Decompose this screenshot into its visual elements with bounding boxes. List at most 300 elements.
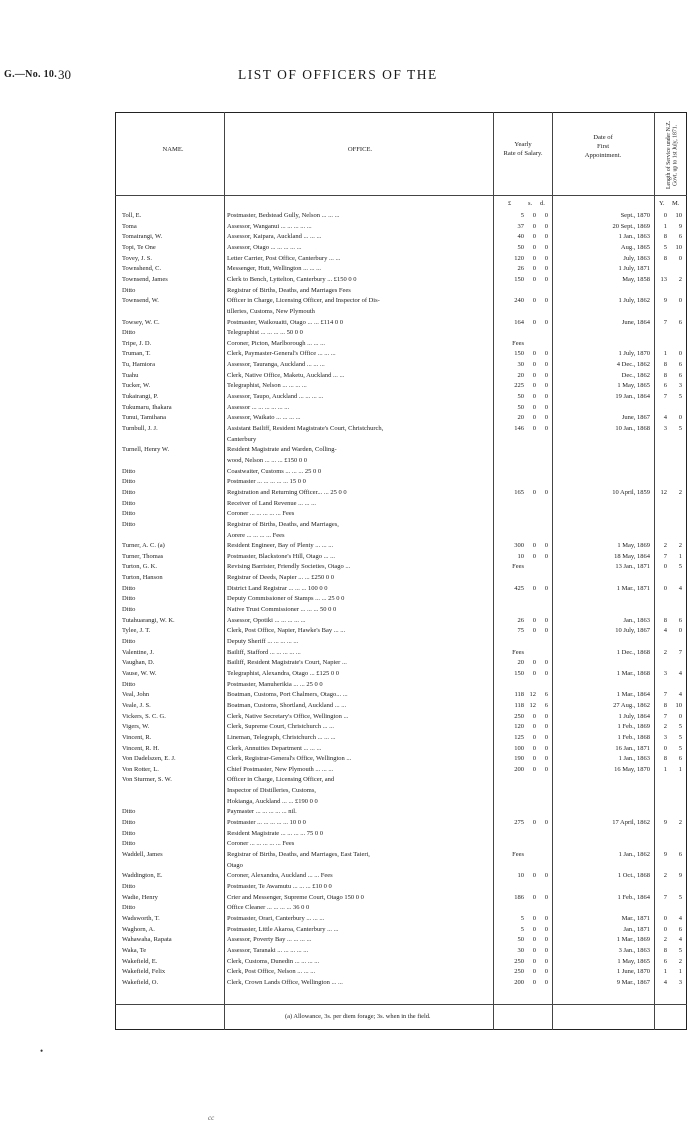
- service-years: 7: [663, 893, 667, 901]
- salary-shillings: 0: [532, 733, 536, 741]
- officer-name: Townshend, C.: [122, 265, 162, 273]
- salary-shillings: 0: [532, 350, 536, 358]
- service-years: 8: [663, 371, 667, 379]
- appointment-date: 1 July, 1870: [618, 350, 650, 358]
- salary-pounds: Fees: [512, 563, 524, 571]
- unit-years: Y.: [659, 200, 665, 207]
- service-months: 0: [678, 627, 682, 635]
- appointment-date: 1 Feb., 1864: [617, 893, 650, 901]
- office-description: Clerk, Native Office, Maketu, Auckland ... ...: [227, 371, 345, 379]
- salary-pounds: Fees: [512, 339, 524, 347]
- table-row: [0, 307, 700, 317]
- service-months: 6: [678, 925, 682, 933]
- salary-pence: 0: [544, 968, 548, 976]
- salary-shillings: 0: [532, 957, 536, 965]
- salary-pounds: 30: [517, 361, 524, 369]
- officer-name: Tovey, J. S.: [122, 254, 152, 262]
- service-years: 8: [663, 755, 667, 763]
- salary-pounds: 150: [514, 669, 524, 677]
- office-description: Postmaster, Blackstone's Hill, Otago ... ...: [227, 552, 335, 560]
- service-months: 0: [678, 350, 682, 358]
- salary-shillings: 0: [532, 552, 536, 560]
- salary-shillings: 0: [532, 744, 536, 752]
- salary-pence: 0: [544, 765, 548, 773]
- salary-pounds: 5: [520, 925, 524, 933]
- officer-name: Toma: [122, 222, 137, 230]
- office-description: Bailiff, Stafford ... ... ... ... ...: [227, 648, 301, 656]
- salary-pounds: 200: [514, 765, 524, 773]
- table-row: [0, 328, 700, 338]
- officer-name: Ditto: [122, 520, 136, 528]
- officer-name: Ditto: [122, 904, 136, 912]
- salary-pounds: Fees: [512, 851, 524, 858]
- officer-name: Ditto: [122, 680, 136, 688]
- salary-pence: 0: [544, 297, 548, 305]
- appointment-date: 1 Feb., 1869: [617, 723, 650, 731]
- table-row: [0, 232, 700, 242]
- service-years: 1: [663, 350, 667, 358]
- officer-name: Waddington, E.: [122, 872, 163, 880]
- officer-name: Vincent, R. H.: [122, 744, 160, 752]
- salary-pounds: 225: [514, 382, 524, 390]
- salary-shillings: 0: [532, 212, 536, 219]
- office-description: Boatman, Customs, Port Chalmers, Otago... ...: [227, 691, 348, 699]
- office-description: Assessor, Kaipara, Auckland ... ... ...: [227, 233, 322, 241]
- officer-name: Waddell, James: [122, 851, 163, 858]
- office-description: Postmaster, Waikouaiti, Otago ... ... £114 0 0: [227, 318, 344, 326]
- service-months: 5: [678, 425, 682, 432]
- table-row: [0, 903, 700, 913]
- service-months: 6: [678, 616, 682, 624]
- table-row: [0, 829, 700, 839]
- salary-shillings: 0: [532, 925, 536, 933]
- service-months: 9: [678, 872, 682, 880]
- appointment-date: 1 July, 1864: [618, 712, 650, 720]
- office-description: Messenger, Hutt, Wellington ... ... ...: [227, 265, 322, 273]
- salary-pence: 0: [544, 936, 548, 944]
- salary-shillings: 12: [529, 701, 536, 709]
- printer-signature-mark: cc: [208, 1114, 215, 1122]
- service-years: 7: [663, 552, 667, 560]
- officer-name: Ditto: [122, 510, 136, 518]
- salary-pounds: Fees: [512, 648, 524, 656]
- salary-shillings: 0: [532, 968, 536, 976]
- salary-shillings: 0: [532, 243, 536, 251]
- service-months: 7: [678, 648, 682, 656]
- header-salary-line: Rate of Salary.: [503, 150, 543, 157]
- salary-shillings: 0: [532, 946, 536, 954]
- header-date: [555, 133, 651, 160]
- salary-pounds: 190: [514, 755, 524, 763]
- officer-name: Waghorn, A.: [122, 925, 155, 933]
- office-description: Postmaster, Te Awamutu ... ... ... £10 0 0: [227, 882, 332, 890]
- salary-pence: 0: [544, 978, 548, 986]
- service-years: 2: [663, 872, 667, 880]
- unit-pounds: £: [508, 200, 512, 207]
- officer-name: Tripe, J. D.: [122, 339, 152, 347]
- table-row: [0, 850, 700, 860]
- salary-pence: 0: [544, 254, 548, 262]
- header-rule: [115, 195, 687, 196]
- table-row: [0, 978, 700, 988]
- office-description: Clerk, Customs, Dunedin ... ... ... ...: [227, 957, 320, 965]
- officer-name: Toll, E.: [122, 212, 142, 219]
- office-description: Coroner ... ... ... ... ... Fees: [227, 510, 295, 518]
- service-years: 8: [663, 361, 667, 369]
- officer-name: Wakefield, O.: [122, 978, 159, 986]
- salary-pounds: 150: [514, 350, 524, 358]
- officer-name: Turnbull, J. J.: [122, 425, 158, 432]
- service-months: 6: [678, 361, 682, 369]
- salary-pence: 0: [544, 669, 548, 677]
- service-months: 2: [678, 819, 682, 827]
- appointment-date: 10 July, 1867: [615, 627, 650, 635]
- salary-pounds: 150: [514, 275, 524, 283]
- service-months: 2: [678, 275, 682, 283]
- table-row: [0, 914, 700, 924]
- table-row: [0, 871, 700, 881]
- service-years: 4: [663, 414, 667, 422]
- salary-pence: 0: [544, 488, 548, 496]
- salary-shillings: 0: [532, 542, 536, 550]
- service-years: 6: [663, 382, 667, 390]
- office-description: Lineman, Telegraph, Christchurch ... ... ...: [227, 733, 336, 741]
- salary-pounds: 200: [514, 978, 524, 986]
- table-row: [0, 318, 700, 328]
- office-description: District Land Registrar ... ... ... 100 0 0: [227, 584, 328, 592]
- office-description: Receiver of Land Revenue ... ... ...: [227, 499, 316, 507]
- salary-shillings: 0: [532, 425, 536, 432]
- table-row: [0, 584, 700, 594]
- officer-name: Tutahuarangi, W. K.: [122, 616, 175, 624]
- table-row: [0, 541, 700, 551]
- service-months: 5: [678, 893, 682, 901]
- service-months: 0: [678, 297, 682, 305]
- header-office: OFFICE.: [347, 146, 373, 153]
- office-description: Native Trust Commissioner ... ... ... 50 0 0: [227, 606, 337, 614]
- service-months: 3: [678, 978, 682, 986]
- salary-pence: 0: [544, 382, 548, 390]
- header-salary: [494, 140, 552, 158]
- salary-pounds: 50: [517, 393, 524, 401]
- table-row: [0, 403, 700, 413]
- salary-pence: 0: [544, 393, 548, 401]
- salary-shillings: 0: [532, 318, 536, 326]
- table-row: [0, 435, 700, 445]
- office-description: Assistant Bailiff, Resident Magistrate's Court, Christchurch,: [227, 425, 384, 432]
- salary-pence: 0: [544, 755, 548, 763]
- salary-pence: 0: [544, 350, 548, 358]
- unit-months: M.: [672, 200, 680, 207]
- table-row: [0, 925, 700, 935]
- salary-pounds: 50: [517, 936, 524, 944]
- salary-pence: 0: [544, 744, 548, 752]
- officer-name: Ditto: [122, 488, 136, 496]
- table-row: [0, 861, 700, 871]
- salary-pence: 0: [544, 733, 548, 741]
- service-months: 4: [678, 691, 682, 699]
- appointment-date: 9 Mar., 1867: [616, 978, 650, 986]
- appointment-date: 1 Mar., 1871: [616, 584, 650, 592]
- table-row: [0, 467, 700, 477]
- officer-name: Tylee, J. T.: [122, 627, 151, 635]
- salary-shillings: 0: [532, 393, 536, 401]
- service-months: 5: [678, 733, 682, 741]
- office-description: Crier and Messenger, Supreme Court, Otago 150 0 0: [227, 893, 364, 901]
- officer-name: Townsend, James: [122, 275, 168, 283]
- office-description: Chief Postmaster, New Plymouth ... ... ...: [227, 765, 334, 773]
- salary-pounds: 250: [514, 957, 524, 965]
- table-row: [0, 562, 700, 572]
- table-row: [0, 754, 700, 764]
- service-months: 5: [678, 744, 682, 752]
- table-row: [0, 765, 700, 775]
- salary-pounds: 146: [514, 425, 524, 432]
- appointment-date: Mar., 1871: [621, 914, 650, 922]
- table-row: [0, 296, 700, 306]
- service-years: 12: [660, 488, 667, 496]
- office-description: wood, Nelson ... ... ... £150 0 0: [227, 456, 307, 464]
- margin-dot: •: [40, 1046, 44, 1056]
- office-description: Registrar of Births, Deaths, and Marriages, East Taieri,: [227, 851, 370, 858]
- appointment-date: Aug., 1865: [620, 243, 650, 251]
- salary-pence: 0: [544, 233, 548, 241]
- salary-pounds: 275: [514, 819, 524, 827]
- service-years: 1: [663, 222, 667, 230]
- salary-shillings: 0: [532, 414, 536, 422]
- salary-pounds: 5: [520, 212, 524, 219]
- office-description: Clerk, Annuities Department ... ... ...: [227, 744, 322, 752]
- salary-pounds: 75: [517, 627, 524, 635]
- service-years: 0: [663, 212, 667, 219]
- salary-pounds: 10: [517, 872, 524, 880]
- officer-name: Veal, John: [122, 691, 150, 699]
- service-years: 2: [663, 936, 667, 944]
- table-bottom-rule: [115, 1004, 687, 1005]
- office-description: Bailiff, Resident Magistrate's Court, Napier ...: [227, 659, 347, 667]
- officer-name: Tukairangi, P.: [122, 393, 159, 401]
- salary-pounds: 300: [514, 542, 524, 550]
- salary-pounds: 5: [520, 914, 524, 922]
- salary-pence: 0: [544, 712, 548, 720]
- office-description: Officer in Charge, Licensing Officer, and: [227, 776, 335, 784]
- office-description: Clerk, Post Office, Napier, Hawke's Bay ... ...: [227, 627, 346, 635]
- service-years: 2: [663, 723, 667, 731]
- salary-shillings: 0: [532, 254, 536, 262]
- service-months: 0: [678, 414, 682, 422]
- table-row: [0, 339, 700, 349]
- table-row: [0, 690, 700, 700]
- officer-name: Wadie, Henry: [122, 893, 158, 901]
- officer-name: Ditto: [122, 478, 136, 486]
- table-row: [0, 594, 700, 604]
- table-row: [0, 488, 700, 498]
- table-row: [0, 499, 700, 509]
- salary-shillings: 0: [532, 382, 536, 390]
- appointment-date: 1 May, 1865: [617, 957, 650, 965]
- appointment-date: 1 Jan., 1862: [618, 851, 650, 858]
- officer-name: Wadsworth, T.: [122, 914, 160, 922]
- appointment-date: Jan., 1871: [623, 925, 650, 933]
- salary-pence: 0: [544, 425, 548, 432]
- appointment-date: 16 May, 1870: [614, 765, 650, 773]
- salary-pence: 0: [544, 414, 548, 422]
- service-months: 5: [678, 563, 682, 571]
- table-row: [0, 935, 700, 945]
- salary-pounds: 37: [517, 222, 524, 230]
- service-months: 3: [678, 382, 682, 390]
- table-row: [0, 733, 700, 743]
- officer-name: Von Sturmer, S. W.: [122, 776, 172, 784]
- office-description: Clerk, Native Secretary's Office, Wellington ...: [227, 712, 349, 720]
- table-row: [0, 360, 700, 370]
- office-description: Registration and Returning Officer... ... 25 0 0: [227, 488, 347, 496]
- officer-name: Von Dadelszen, E. J.: [122, 755, 176, 763]
- officer-name: Ditto: [122, 638, 136, 645]
- service-years: 8: [663, 233, 667, 241]
- service-years: 9: [663, 297, 667, 305]
- appointment-date: 1 July, 1862: [618, 297, 650, 305]
- officer-name: Townsend, W.: [122, 297, 159, 305]
- officer-name: Vincent, R.: [122, 733, 152, 741]
- office-description: Coroner, Picton, Marlborough ... ... ...: [227, 339, 325, 347]
- officer-name: Wakefield, Felix: [122, 968, 166, 976]
- service-months: 0: [678, 712, 682, 720]
- service-months: 2: [678, 957, 682, 965]
- service-months: 1: [678, 968, 682, 976]
- salary-pence: 0: [544, 925, 548, 933]
- page-title: LIST OF OFFICERS OF THE: [238, 67, 438, 82]
- appointment-date: 1 July, 1871: [618, 265, 650, 273]
- salary-shillings: 0: [532, 265, 536, 273]
- office-description: Otago: [227, 861, 243, 869]
- table-row: [0, 669, 700, 679]
- salary-pence: 0: [544, 371, 548, 379]
- office-description: Registrar of Deeds, Napier ... ... £250 0 0: [227, 574, 335, 582]
- table-row: [0, 552, 700, 562]
- table-row: [0, 722, 700, 732]
- salary-pounds: 26: [517, 616, 524, 624]
- appointment-date: 1 June, 1870: [616, 968, 650, 976]
- appointment-date: 18 May, 1864: [614, 552, 650, 560]
- header-date-line: Appointment.: [584, 152, 622, 159]
- officer-name: Ditto: [122, 808, 136, 816]
- salary-pounds: 165: [514, 488, 524, 496]
- salary-shillings: 0: [532, 712, 536, 720]
- service-years: 8: [663, 254, 667, 262]
- table-row: [0, 616, 700, 626]
- office-description: Paymaster ... ... ... ... ... nil.: [227, 808, 297, 816]
- officer-name: Tomairangi, W.: [122, 233, 163, 241]
- service-years: 0: [663, 584, 667, 592]
- office-description: Postmaster, Orari, Canterbury ... ... ...: [227, 914, 325, 922]
- salary-pounds: 118: [514, 701, 524, 709]
- salary-shillings: 0: [532, 488, 536, 496]
- appointment-date: 1 May, 1865: [617, 382, 650, 390]
- office-description: Assessor, Opotiki ... ... ... ... ...: [227, 616, 306, 624]
- table-row: [0, 712, 700, 722]
- salary-pence: 6: [544, 701, 548, 709]
- salary-shillings: 0: [532, 616, 536, 624]
- salary-pence: 0: [544, 552, 548, 560]
- salary-pounds: 100: [514, 744, 524, 752]
- office-description: Assessor, Otago ... ... ... ... ...: [227, 243, 302, 251]
- table-row: [0, 509, 700, 519]
- appointment-date: 1 Feb., 1868: [617, 733, 650, 741]
- office-description: Revising Barrister, Friendly Societies, Otago ...: [227, 563, 351, 571]
- salary-shillings: 0: [532, 659, 536, 667]
- header-date-line: Date of: [593, 134, 613, 141]
- officer-name: Turton, Hanson: [122, 574, 163, 582]
- table-row: [0, 648, 700, 658]
- salary-pounds: 20: [517, 659, 524, 667]
- service-months: 2: [678, 542, 682, 550]
- salary-pence: 0: [544, 243, 548, 251]
- table-row: [0, 531, 700, 541]
- officer-name: Von Rotter, L.: [122, 765, 159, 773]
- appointment-date: 27 Aug., 1862: [613, 701, 650, 709]
- service-years: 6: [663, 957, 667, 965]
- salary-pence: 0: [544, 318, 548, 326]
- officer-name: Vickers, S. C. G.: [122, 712, 166, 720]
- salary-shillings: 0: [532, 914, 536, 922]
- officer-name: Ditto: [122, 840, 136, 848]
- service-years: 3: [663, 669, 667, 677]
- table-row: [0, 701, 700, 711]
- salary-shillings: 0: [532, 755, 536, 763]
- office-description: Clerk, Paymaster-General's Office ... ... ...: [227, 350, 336, 358]
- header-name: NAME.: [162, 146, 184, 153]
- salary-pounds: 40: [517, 233, 524, 241]
- officer-name: Turner, Thomas: [122, 552, 164, 560]
- officer-name: Ditto: [122, 584, 136, 592]
- office-description: Postmaster ... ... ... ... ... 15 0 0: [227, 478, 306, 486]
- footnote: (a) Allowance, 3s. per diem forage; 3s. when in the field.: [285, 1013, 431, 1020]
- officer-name: Ditto: [122, 819, 136, 827]
- page-number: 30: [58, 67, 71, 82]
- officer-name: Ditto: [122, 467, 136, 475]
- salary-shillings: 0: [532, 275, 536, 283]
- salary-pounds: 186: [514, 893, 524, 901]
- service-years: 4: [663, 627, 667, 635]
- document-code: G.—No. 10.: [4, 69, 57, 80]
- office-description: Aorere ... ... ... ... Fees: [227, 531, 285, 539]
- table-row: [0, 349, 700, 359]
- salary-pounds: 20: [517, 371, 524, 379]
- service-months: 4: [678, 914, 682, 922]
- salary-pence: 0: [544, 893, 548, 901]
- salary-pounds: 240: [514, 297, 524, 305]
- service-months: 1: [678, 765, 682, 773]
- officer-name: Wakefield, E.: [122, 957, 158, 965]
- appointment-date: Sept., 1870: [620, 212, 650, 219]
- salary-pounds: 50: [517, 243, 524, 251]
- office-description: Canterbury: [227, 435, 257, 443]
- office-description: Telegraphist, Nelson ... ... ... ...: [227, 382, 307, 390]
- service-years: 0: [663, 563, 667, 571]
- table-row: [0, 222, 700, 232]
- salary-pounds: 164: [514, 318, 524, 326]
- table-row: [0, 946, 700, 956]
- service-years: 1: [663, 968, 667, 976]
- appointment-date: 13 Jan., 1871: [615, 563, 650, 571]
- service-months: 10: [675, 701, 682, 709]
- salary-shillings: 0: [532, 627, 536, 635]
- salary-shillings: 0: [532, 233, 536, 241]
- officer-name: Ditto: [122, 595, 136, 603]
- office-description: Assessor, Poverty Bay ... ... ... ...: [227, 936, 312, 944]
- service-years: 5: [663, 243, 667, 251]
